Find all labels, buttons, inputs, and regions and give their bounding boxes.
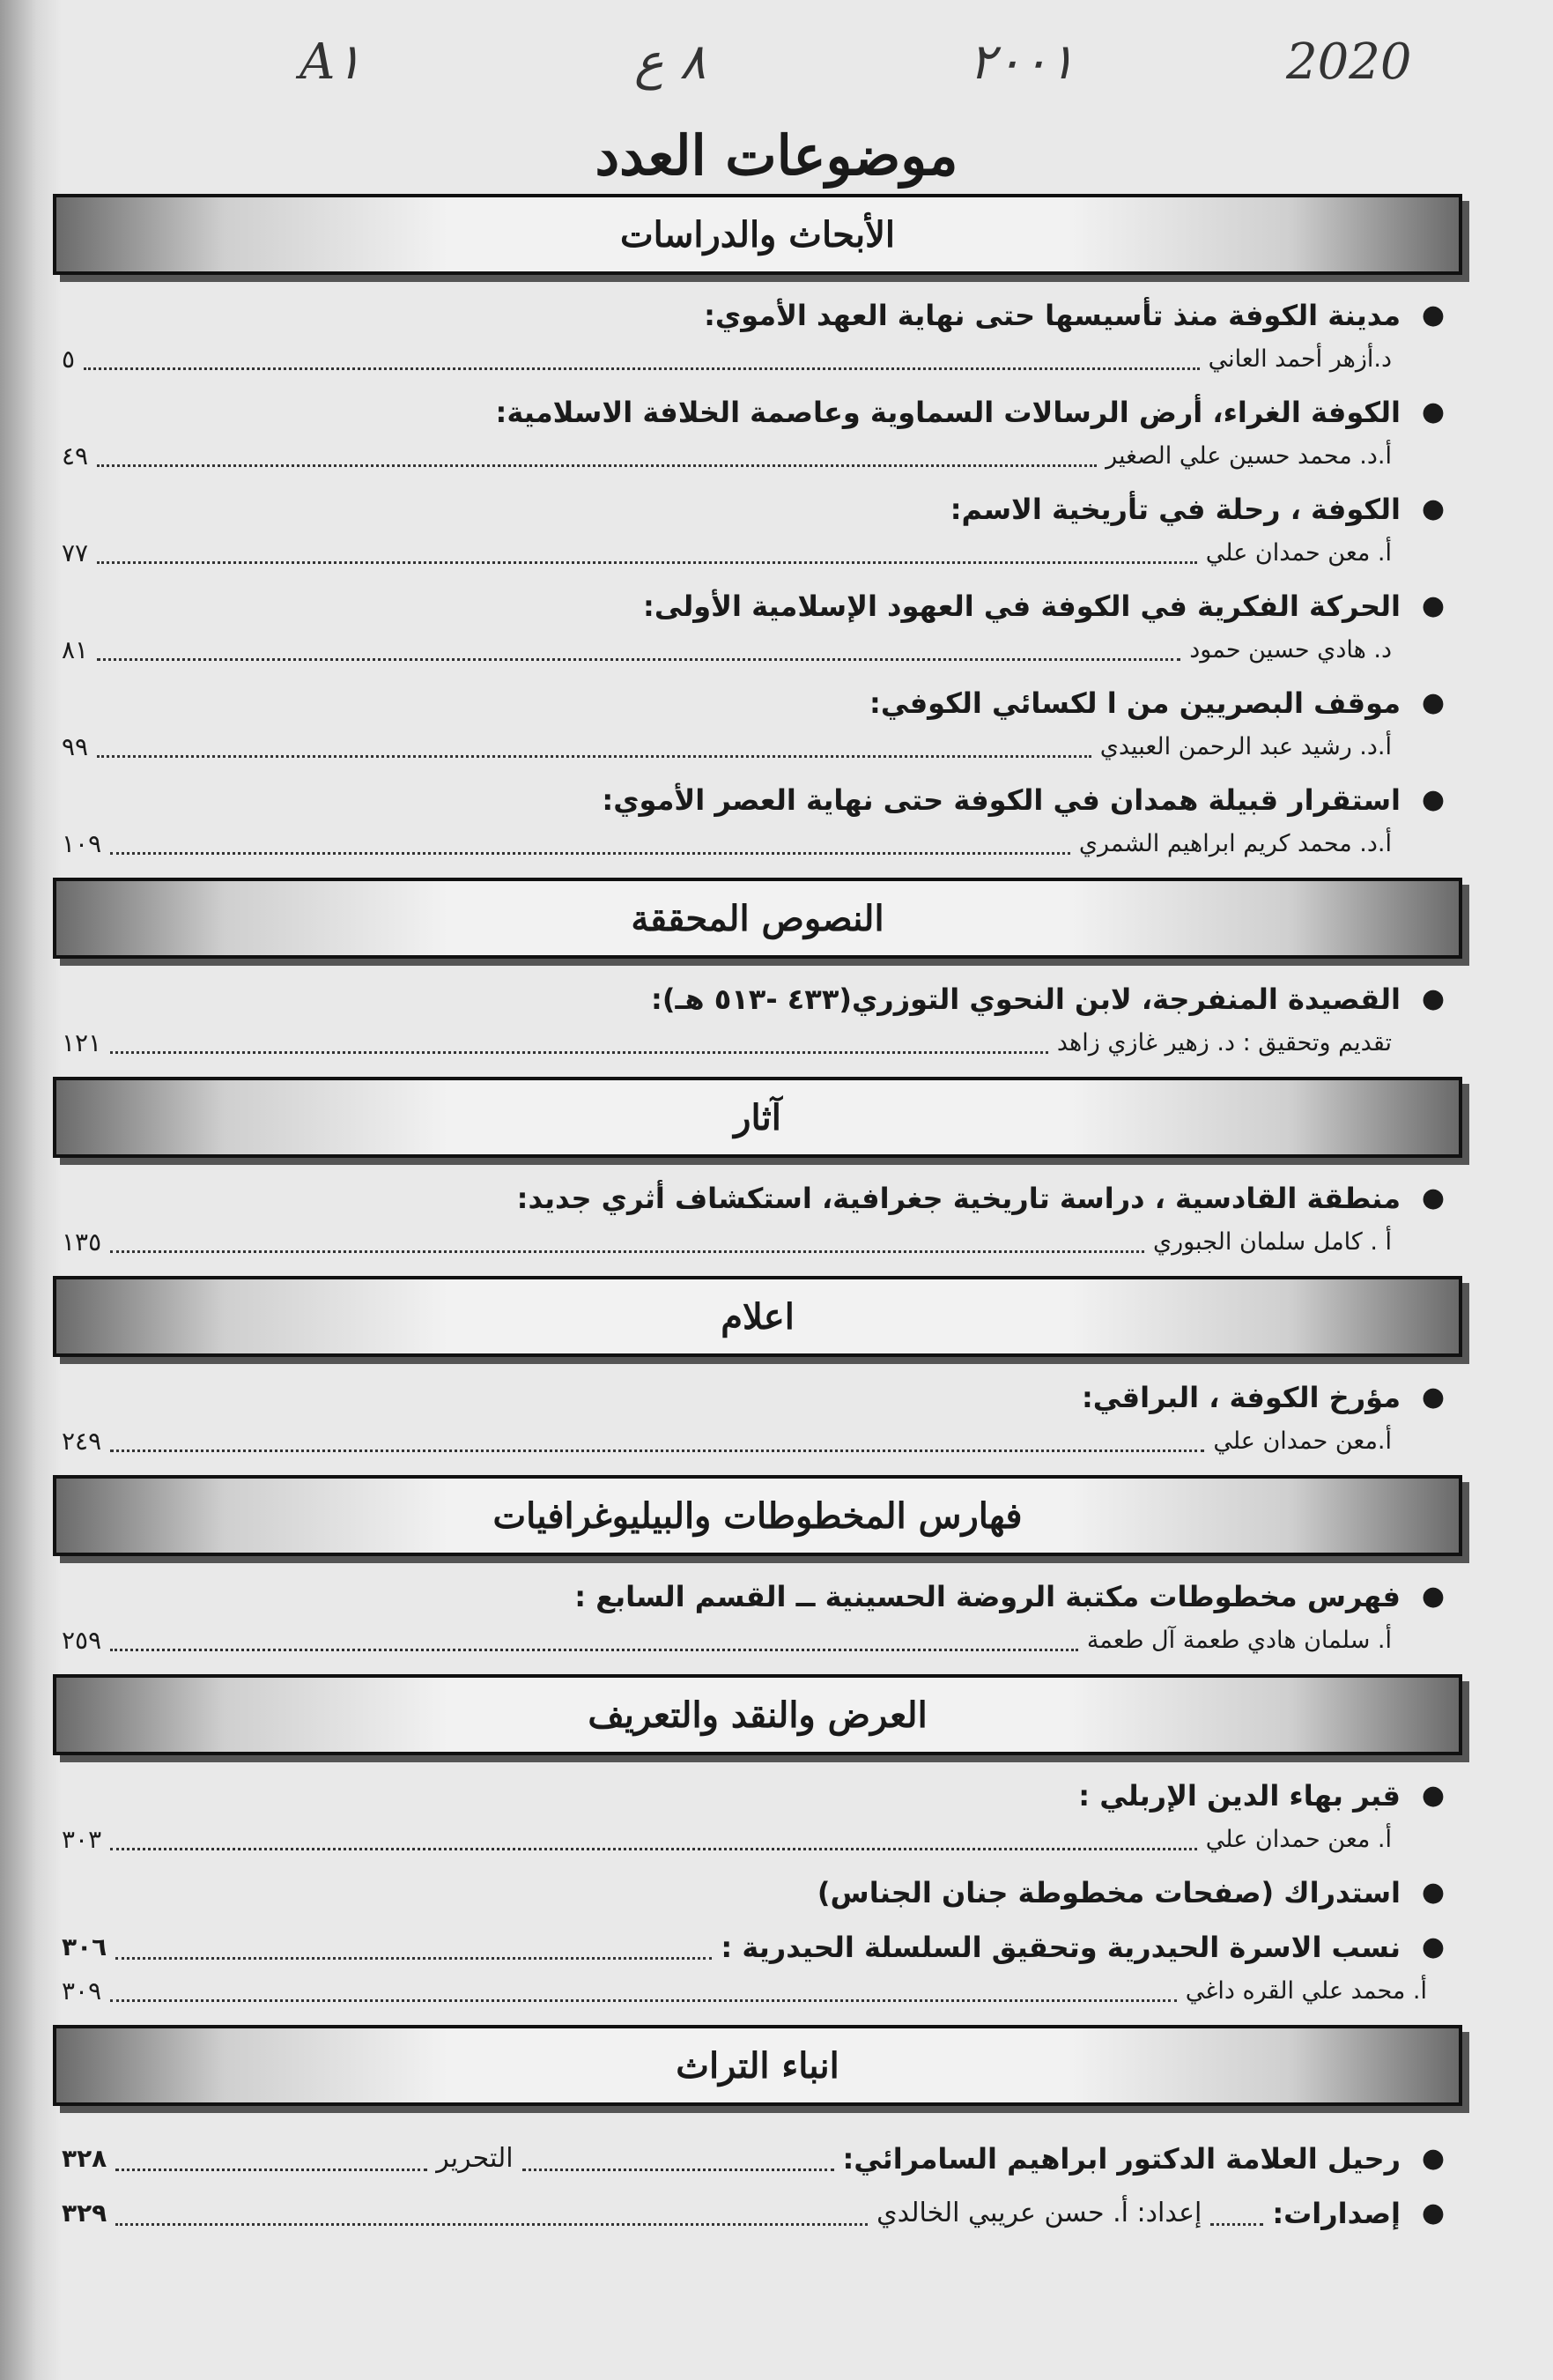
leader-dots — [522, 2169, 834, 2171]
entry-author: أ. معن حمدان علي — [1205, 539, 1392, 567]
page-number: ١٣٥ — [62, 1227, 102, 1257]
leader-dots — [110, 1450, 1204, 1452]
section-banner — [53, 2025, 1462, 2106]
entry-author-line — [53, 1221, 1445, 1264]
bullet-icon: ● — [1421, 590, 1445, 621]
section-banner-label: فهارس المخطوطات والبيليوغرافيات — [492, 1494, 1023, 1537]
leader-dots — [115, 1957, 712, 1960]
entry-author: أ. سلمان هادي طعمة آل طعمة — [1086, 1627, 1392, 1654]
entry-author-line — [53, 338, 1445, 381]
leader-dots — [110, 1250, 1144, 1253]
page-number: ١٢١ — [62, 1028, 102, 1057]
leader-dots — [97, 561, 1197, 564]
toc-entry — [53, 1574, 1462, 1662]
entry-author: أ. محمد علي القره داغي — [1185, 1977, 1427, 2005]
leader-dots — [110, 852, 1070, 855]
bullet-icon: ● — [1421, 1382, 1445, 1412]
entry-author: أ.د. محمد حسين علي الصغير — [1106, 442, 1392, 470]
section-manuscript-indexes — [53, 1475, 1462, 1662]
toc-entry — [53, 1924, 1462, 2013]
entry-title: ● منطقة القادسية ، دراسة تاريخية جغرافية، استكشاف أثري جديد: — [53, 1175, 1445, 1221]
leader-dots — [110, 1848, 1197, 1850]
toc-entry — [53, 680, 1462, 768]
section-reviews — [53, 1674, 1462, 2013]
entry-author-line — [53, 1420, 1445, 1463]
page-number: ٧٧ — [62, 538, 89, 567]
bullet-icon: ● — [1421, 1581, 1445, 1612]
toc-entry — [53, 389, 1462, 478]
leader-dots — [110, 1649, 1078, 1651]
bullet-icon: ● — [1421, 1780, 1445, 1811]
leader-dots — [97, 658, 1180, 661]
entry-author: أ. معن حمدان علي — [1205, 1826, 1392, 1853]
section-banner-label: العرض والنقد والتعريف — [588, 1694, 928, 1736]
handwritten-note-3: ٢٠٠١ — [969, 33, 1076, 91]
entry-inline-line — [53, 2191, 1445, 2236]
toc-entry — [53, 583, 1462, 671]
section-antiquities — [53, 1077, 1462, 1264]
page-number: ١٠٩ — [62, 829, 102, 858]
entry-author-line — [53, 1620, 1445, 1662]
entry-title: ● الحركة الفكرية في الكوفة في العهود الإسلامية الأولى: — [53, 583, 1445, 629]
page-number: ٢٥٩ — [62, 1626, 102, 1655]
entry-author: د.أزهر أحمد العاني — [1208, 345, 1392, 373]
handwritten-note-4: 2020 — [1286, 33, 1412, 91]
section-heritage-news — [53, 2025, 1462, 2236]
handwritten-note-2: ٨ ع — [634, 33, 706, 91]
toc-entry — [53, 293, 1462, 381]
entry-title: إصدارات: — [1272, 2197, 1401, 2230]
leader-dots — [1210, 2223, 1263, 2226]
toc-entry — [53, 486, 1462, 575]
page-number: ٣٢٩ — [62, 2198, 107, 2228]
leader-dots — [97, 755, 1091, 758]
entry-author-line — [53, 823, 1445, 865]
entry-title: ● فهرس مخطوطات مكتبة الروضة الحسينية ــ القسم السابع : — [53, 1574, 1445, 1620]
entry-author-line — [53, 532, 1445, 575]
bullet-icon: ● — [1421, 2198, 1445, 2228]
section-banner — [53, 1475, 1462, 1556]
entry-title: ● مدينة الكوفة منذ تأسيسها حتى نهاية العهد الأموي: — [53, 293, 1445, 338]
section-banner-label: النصوص المحققة — [631, 897, 884, 939]
leader-dots — [84, 367, 1200, 370]
entry-author: أ.د. رشيد عبد الرحمن العبيدي — [1099, 733, 1392, 760]
section-banner-label: الأبحاث والدراسات — [619, 213, 896, 256]
entry-author-line — [53, 726, 1445, 768]
section-banner — [53, 1276, 1462, 1357]
bullet-icon: ● — [1421, 784, 1445, 815]
entry-author: أ.د. محمد كريم ابراهيم الشمري — [1078, 830, 1392, 857]
leader-dots — [97, 464, 1097, 467]
bullet-icon: ● — [1421, 397, 1445, 427]
toc-entry — [53, 1175, 1462, 1264]
entry-title: ● موقف البصريين من ا لكسائي الكوفي: — [53, 680, 1445, 726]
page-title: موضوعات العدد — [595, 123, 958, 188]
page-number: ٨١ — [62, 635, 89, 664]
leader-dots — [110, 1999, 1177, 2002]
bullet-icon: ● — [1421, 687, 1445, 718]
entry-title: ● الكوفة الغراء، أرض الرسالات السماوية وعاصمة الخلافة الاسلامية: — [53, 389, 1445, 435]
entry-author: أ.معن حمدان علي — [1213, 1427, 1392, 1455]
page-number: ٩٩ — [62, 732, 89, 761]
entry-author-line — [53, 1819, 1445, 1861]
toc-entry — [53, 1375, 1462, 1463]
leader-dots — [110, 1051, 1048, 1054]
entry-title: ● الكوفة ، رحلة في تأريخية الاسم: — [53, 486, 1445, 532]
section-banner-label: اعلام — [721, 1295, 795, 1338]
entry-author: د. هادي حسين حمود — [1189, 636, 1392, 664]
section-notables — [53, 1276, 1462, 1463]
section-banner-label: انباء التراث — [676, 2044, 839, 2087]
entry-author-line — [53, 1022, 1445, 1064]
entry-note: التحرير — [436, 2143, 514, 2174]
section-research — [53, 194, 1462, 865]
bullet-icon: ● — [1421, 983, 1445, 1014]
entry-title: ● القصيدة المنفرجة، لابن النحوي التوزري(٤٣٣ -٥١٣ هـ): — [53, 976, 1445, 1022]
entry-title: رحيل العلامة الدكتور ابراهيم السامرائي: — [842, 2142, 1401, 2176]
page-number: ٣٠٣ — [62, 1825, 102, 1854]
toc-entry — [53, 2191, 1462, 2236]
bullet-icon: ● — [1421, 1877, 1445, 1908]
section-banner — [53, 1674, 1462, 1755]
section-banner — [53, 878, 1462, 959]
leader-dots — [115, 2223, 868, 2226]
entry-title: ● قبر بهاء الدين الإربلي : — [53, 1773, 1445, 1819]
entry-author-line — [53, 435, 1445, 478]
entry-inline-line — [53, 1924, 1445, 1970]
page-number: ٣٢٨ — [61, 2144, 107, 2173]
entry-title: نسب الاسرة الحيدرية وتحقيق السلسلة الحيدرية : — [721, 1931, 1401, 1964]
bullet-icon: ● — [1421, 493, 1445, 524]
leader-dots — [115, 2169, 427, 2171]
section-banner — [53, 1077, 1462, 1158]
toc-entry — [53, 2136, 1462, 2182]
toc-entry — [53, 777, 1462, 865]
entry-inline-line — [53, 2136, 1445, 2182]
page-number: ٣٠٩ — [62, 1976, 102, 2006]
section-banner-label: آثار — [734, 1096, 781, 1138]
handwritten-notes — [0, 33, 1553, 113]
entry-title: ● استقرار قبيلة همدان في الكوفة حتى نهاية العصر الأموي: — [53, 777, 1445, 823]
bullet-icon: ● — [1421, 2143, 1445, 2174]
handwritten-note-1: A١ — [300, 33, 362, 91]
entry-title: ● استدراك (صفحات مخطوطة جنان الجناس) — [53, 1870, 1445, 1916]
page-number: ٢٤٩ — [62, 1427, 102, 1456]
table-of-contents — [53, 194, 1462, 2249]
page-number: ٥ — [62, 345, 76, 374]
section-edited-texts — [53, 878, 1462, 1064]
bullet-icon: ● — [1421, 300, 1445, 330]
bullet-icon: ● — [1421, 1931, 1445, 1962]
toc-entry — [53, 976, 1462, 1064]
page-number: ٣٠٦ — [62, 1932, 107, 1961]
entry-author-line — [53, 629, 1445, 671]
entry-author: تقديم وتحقيق : د. زهير غازي زاهد — [1056, 1029, 1392, 1057]
toc-entry — [53, 1870, 1462, 1916]
section-banner — [53, 194, 1462, 275]
toc-entry — [53, 1773, 1462, 1861]
entry-author-line — [53, 1970, 1445, 2013]
bullet-icon: ● — [1421, 1183, 1445, 1213]
entry-title: ● مؤرخ الكوفة ، البراقي: — [53, 1375, 1445, 1420]
page-number: ٤٩ — [62, 441, 89, 471]
entry-author: أ . كامل سلمان الجبوري — [1152, 1228, 1392, 1256]
entry-note: إعداد: أ. حسن عريبي الخالدي — [876, 2198, 1202, 2228]
